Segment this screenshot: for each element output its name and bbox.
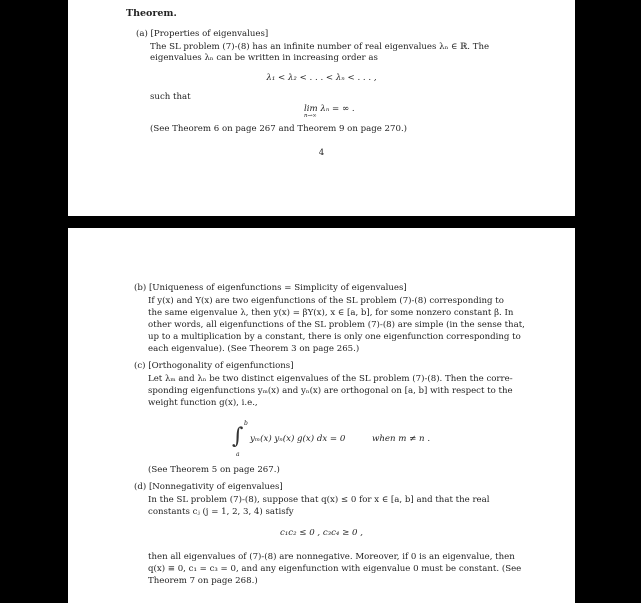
document-page-2 [68, 228, 575, 603]
item-a-title: (a) [Properties of eigenvalues] [136, 29, 269, 39]
item-a-reference: (See Theorem 6 on page 267 and Theorem 9 on page 270.) [150, 124, 408, 134]
page-number: 4 [318, 148, 325, 158]
theorem-heading: Theorem. [126, 8, 177, 19]
item-d-tail-line: Theorem 7 on page 268.) [148, 576, 258, 586]
integral-body: yₘ(x) yₙ(x) g(x) dx = 0 [250, 434, 346, 444]
document-page-1 [68, 0, 575, 216]
increasing-order-formula: λ₁ < λ₂ < . . . < λₙ < . . . , [266, 73, 377, 83]
item-b-line: up to a multiplication by a constant, there is only one eigenfunction corresponding to [148, 332, 521, 342]
item-a-line-2: eigenvalues λₙ can be written in increasing order as [150, 53, 378, 63]
item-d-tail-line: q(x) ≡ 0, c₁ = c₃ = 0, and any eigenfunction with eigenvalue 0 must be constant. (See [148, 564, 522, 574]
integral-lower-limit: a [236, 451, 240, 458]
item-b-line: each eigenvalue). (See Theorem 3 on page 265.) [148, 344, 360, 354]
integral-upper-limit: b [244, 420, 248, 427]
item-a-line-1: The SL problem (7)-(8) has an infinite number of real eigenvalues λₙ ∈ ℝ. The [150, 42, 490, 52]
item-d-title: (d) [Nonnegativity of eigenvalues] [134, 482, 283, 492]
item-c-title: (c) [Orthogonality of eigenfunctions] [134, 361, 294, 371]
item-c-line: sponding eigenfunctions yₘ(x) and yₙ(x) are orthogonal on [a, b] with respect to the [148, 386, 513, 396]
integral-sign: ∫ [232, 424, 244, 449]
item-b-line: the same eigenvalue λ, then y(x) = βY(x), x ∈ [a, b], for some nonzero constant β. In [148, 308, 514, 318]
limit-formula: lim λₙ = ∞ . [304, 104, 355, 114]
item-d-formula: c₁c₂ ≤ 0 , c₃c₄ ≥ 0 , [280, 528, 363, 538]
item-b-line: If y(x) and Y(x) are two eigenfunctions of the SL problem (7)-(8) corresponding to [148, 296, 504, 306]
item-d-tail-line: then all eigenvalues of (7)-(8) are nonnegative. Moreover, if 0 is an eigenvalue, then [148, 552, 515, 562]
item-d-line: constants cⱼ (j = 1, 2, 3, 4) satisfy [148, 507, 294, 517]
such-that-text: such that [150, 92, 191, 102]
integral-condition: when m ≠ n . [372, 434, 431, 444]
item-b-line: other words, all eigenfunctions of the SL problem (7)-(8) are simple (in the sense that, [148, 320, 525, 330]
item-c-line: weight function g(x), i.e., [148, 398, 258, 408]
item-b-title: (b) [Uniqueness of eigenfunctions = Simplicity of eigenvalues] [134, 283, 407, 293]
item-c-line: Let λₘ and λₙ be two distinct eigenvalues of the SL problem (7)-(8). Then the corre- [148, 374, 513, 384]
limit-subscript: n→∞ [304, 113, 317, 119]
item-c-reference: (See Theorem 5 on page 267.) [148, 465, 280, 475]
item-d-line: In the SL problem (7)-(8), suppose that q(x) ≤ 0 for x ∈ [a, b] and that the real [148, 495, 490, 505]
